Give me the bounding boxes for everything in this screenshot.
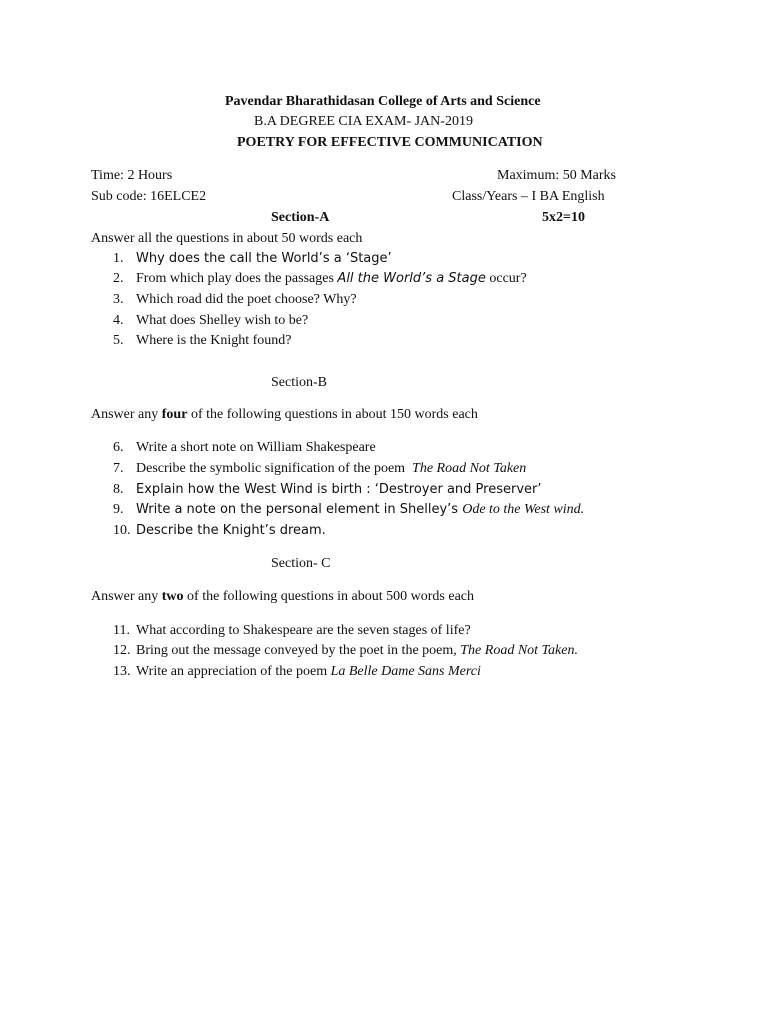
question-text: What according to Shakespeare are the seven stages of life? (136, 623, 471, 638)
question-text: Describe the Knight’s dream. (136, 523, 326, 538)
section-a-instruction: Answer all the questions in about 50 words each (91, 231, 363, 246)
question-text: What does Shelley wish to be? (136, 313, 309, 328)
question-text: Where is the Knight found? (136, 333, 292, 348)
section-b-instruction: Answer any four of the following questions in about 150 words each (91, 407, 478, 422)
section-a-title: Section-A (271, 210, 330, 225)
sub-code-label: Sub code: 16ELCE2 (91, 189, 207, 204)
question-number: 13. (113, 664, 131, 679)
question-text: Bring out the message conveyed by the poet in the poem, The Road Not Taken. (136, 643, 578, 658)
question-number: 6. (113, 440, 124, 455)
question-text: Explain how the West Wind is birth : ‘Destroyer and Preserver’ (136, 482, 542, 497)
question-number: 11. (113, 623, 130, 638)
section-b-title: Section-B (271, 375, 327, 390)
question-text: Describe the symbolic signification of the poem The Road Not Taken (136, 461, 527, 476)
question-text: From which play does the passages All the World’s a Stage occur? (136, 271, 527, 286)
exam-title: B.A DEGREE CIA EXAM- JAN-2019 (254, 114, 473, 129)
section-c-title: Section- C (271, 556, 331, 571)
question-number: 12. (113, 643, 131, 658)
question-text: Why does the call the World’s a ‘Stage’ (136, 251, 392, 266)
question-text: Which road did the poet choose? Why? (136, 292, 357, 307)
question-number: 9. (113, 502, 124, 517)
question-text: Write an appreciation of the poem La Belle Dame Sans Merci (136, 664, 481, 679)
question-number: 5. (113, 333, 124, 348)
section-a-marks: 5x2=10 (542, 210, 585, 225)
poem-title: The Road Not Taken (412, 461, 527, 476)
question-text: Write a short note on William Shakespeare (136, 440, 376, 455)
section-c-instruction: Answer any two of the following questions in about 500 words each (91, 589, 474, 604)
question-number: 3. (113, 292, 124, 307)
poem-title: Ode to the West wind. (462, 502, 585, 517)
question-number: 8. (113, 482, 124, 497)
time-label: Time: 2 Hours (91, 168, 173, 183)
subject-title: POETRY FOR EFFECTIVE COMMUNICATION (237, 135, 543, 150)
question-number: 1. (113, 251, 124, 266)
question-number: 7. (113, 461, 124, 476)
question-text: Write a note on the personal element in Shelley’s Ode to the West wind. (136, 502, 585, 517)
question-number: 2. (113, 271, 124, 286)
college-name: Pavendar Bharathidasan College of Arts and Science (225, 94, 541, 109)
question-number: 4. (113, 313, 124, 328)
poem-title: The Road Not Taken. (460, 643, 578, 658)
poem-title: La Belle Dame Sans Merci (330, 664, 481, 679)
class-years-label: Class/Years – I BA English (452, 189, 605, 204)
play-title: All the World’s a Stage (337, 271, 486, 286)
question-number: 10. (113, 523, 131, 538)
max-marks-label: Maximum: 50 Marks (497, 168, 616, 183)
